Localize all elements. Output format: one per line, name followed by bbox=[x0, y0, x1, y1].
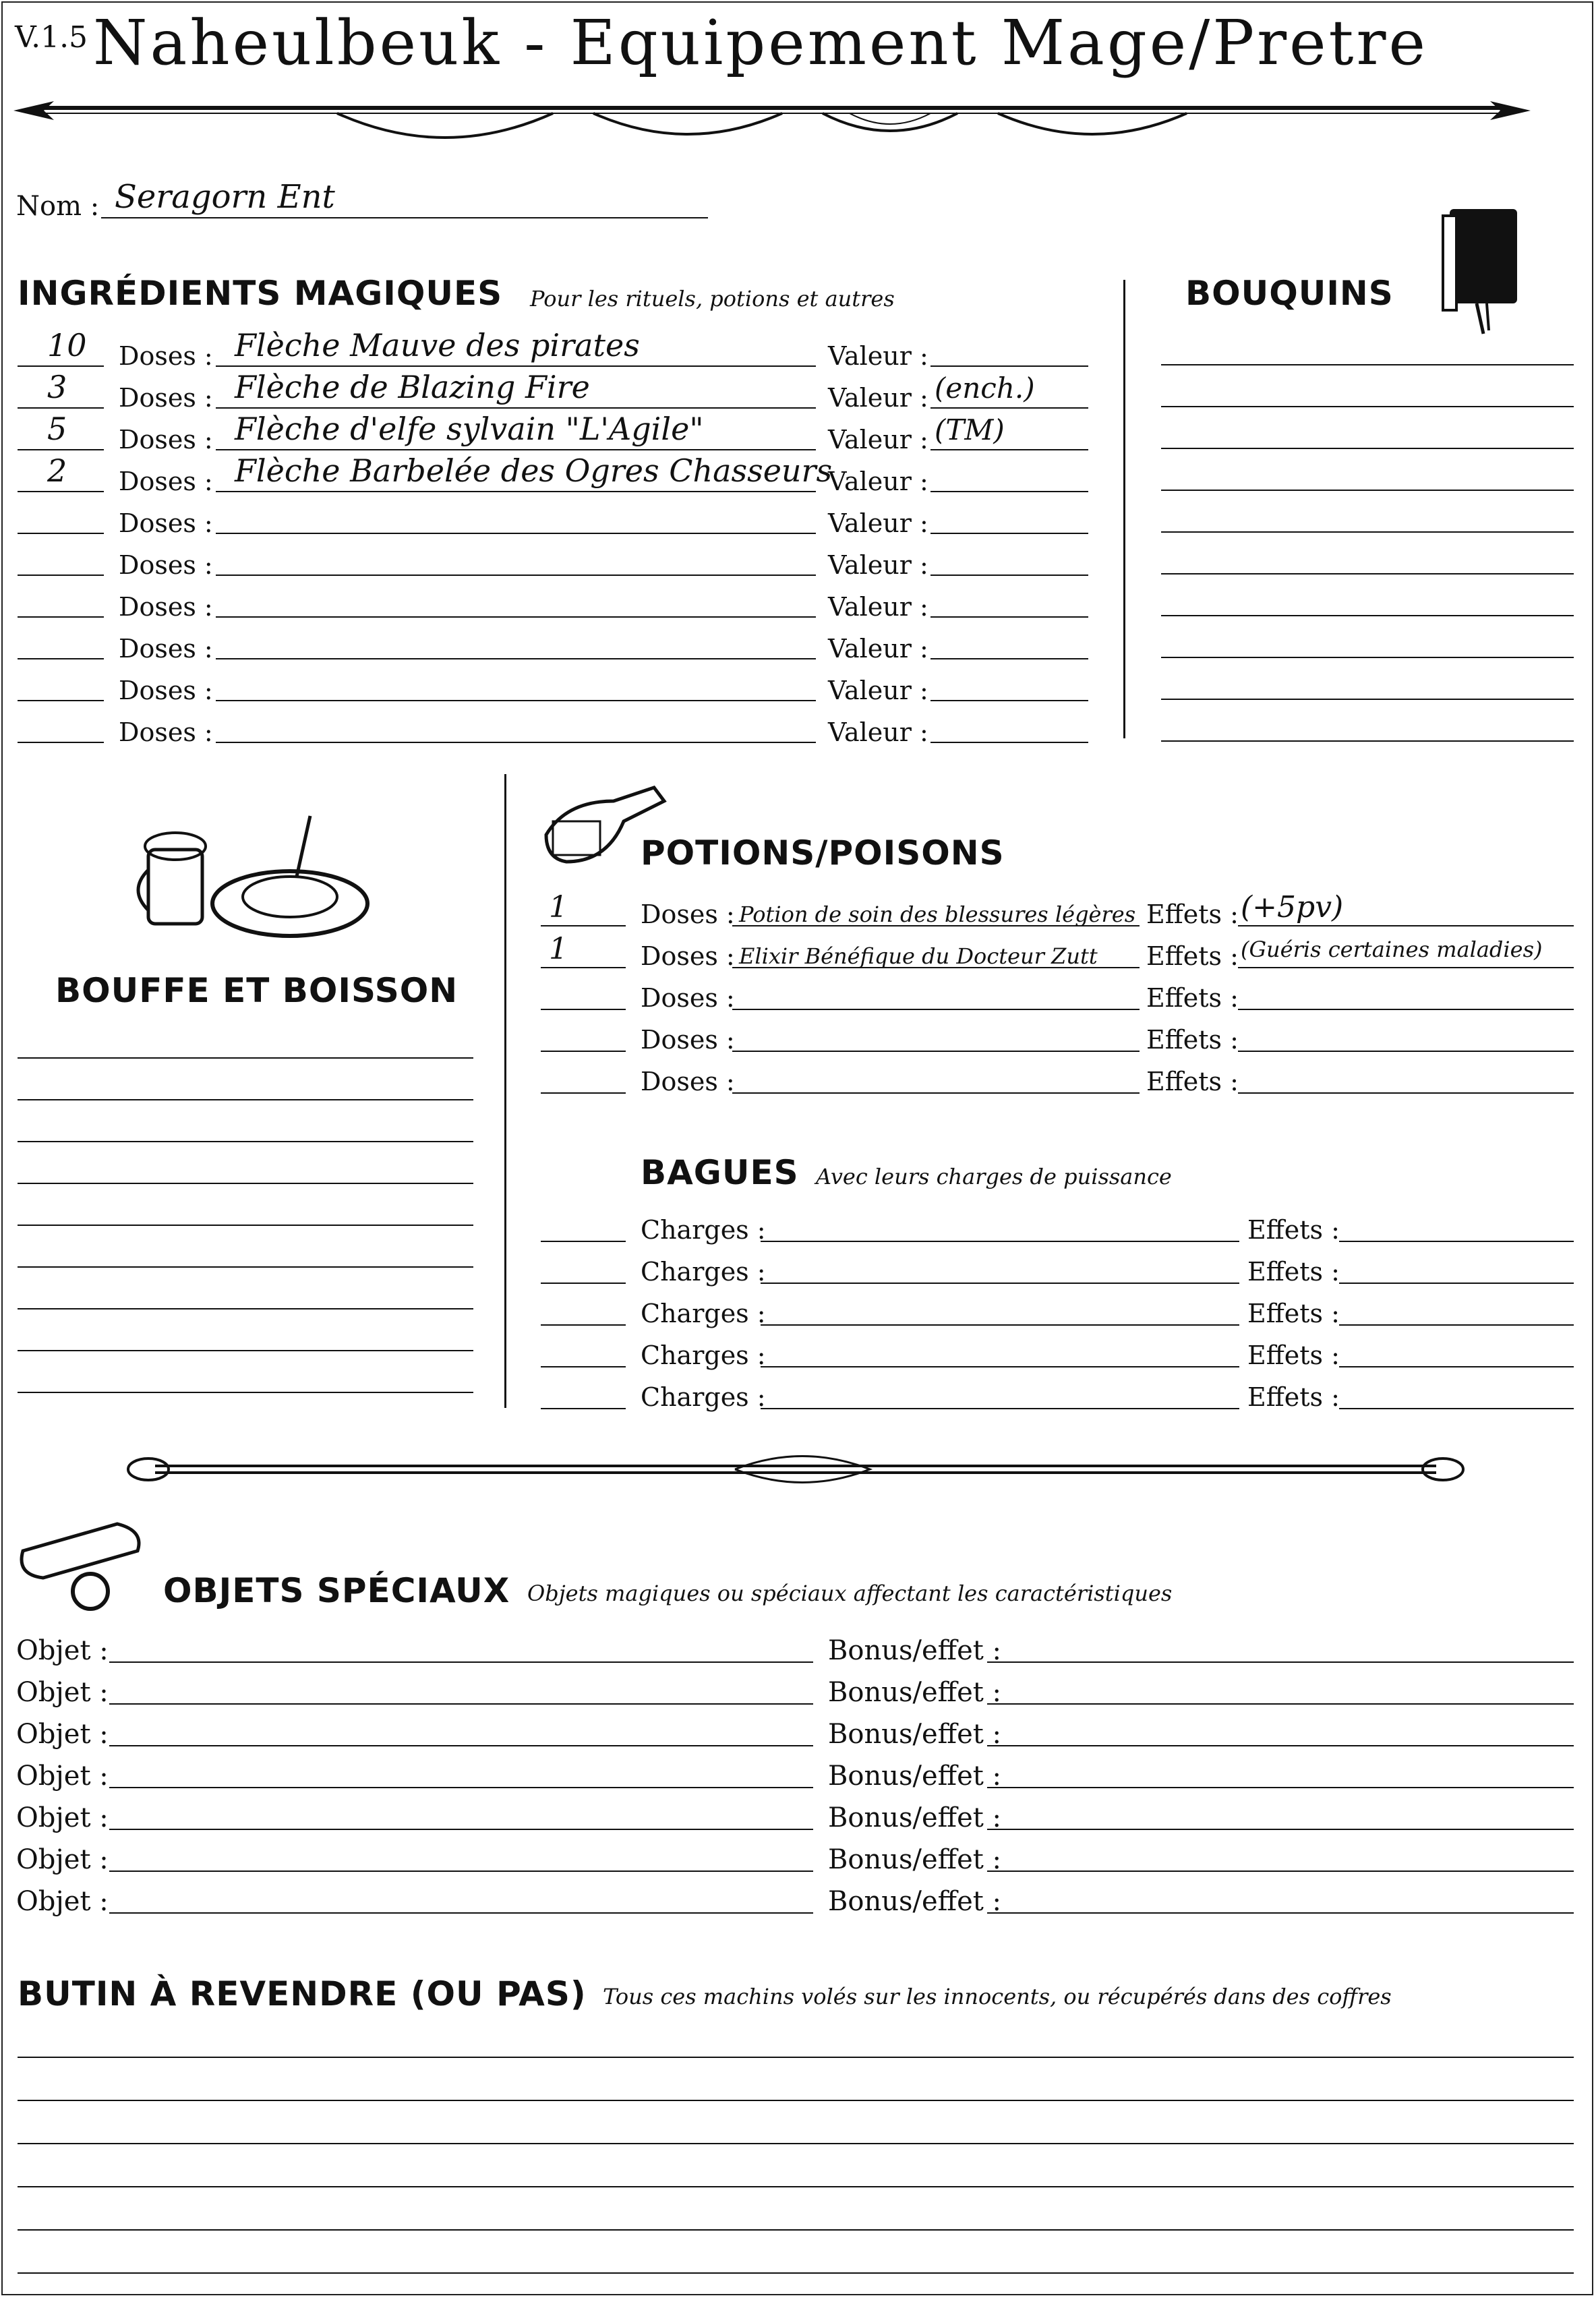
ingredient-valeur-label: Valeur : bbox=[828, 341, 928, 371]
ingredient-qty-field[interactable] bbox=[18, 365, 104, 367]
potion-doses-label: Doses : bbox=[641, 983, 735, 1013]
bague-charges-field[interactable] bbox=[761, 1408, 1239, 1409]
potion-name-field[interactable] bbox=[732, 1051, 1140, 1052]
bouquin-line[interactable] bbox=[1161, 699, 1574, 700]
bague-effets-label: Effets : bbox=[1247, 1382, 1340, 1412]
version-label: V.1.5 bbox=[15, 20, 88, 55]
bagues-subtitle: Avec leurs charges de puissance bbox=[816, 1164, 1172, 1189]
ingredient-doses-label: Doses : bbox=[119, 592, 213, 622]
bague-qty-field[interactable] bbox=[541, 1241, 626, 1242]
ingredient-doses-label: Doses : bbox=[119, 425, 213, 454]
bouffe-heading: BOUFFE ET BOISSON bbox=[55, 971, 459, 1010]
bonus-label: Bonus/effet : bbox=[828, 1844, 1002, 1875]
potion-effet-field[interactable] bbox=[1238, 925, 1574, 926]
potion-qty-field[interactable] bbox=[541, 1009, 626, 1010]
potion-doses-label: Doses : bbox=[641, 1067, 735, 1096]
objet-field[interactable] bbox=[109, 1787, 813, 1788]
potion-effets-label: Effets : bbox=[1146, 1067, 1239, 1096]
potion-qty[interactable]: 1 bbox=[549, 932, 568, 966]
potion-qty[interactable]: 1 bbox=[549, 890, 568, 924]
ingredient-name-field[interactable] bbox=[216, 491, 816, 492]
ingredient-valeur[interactable]: (ench.) bbox=[935, 372, 1035, 405]
bouquin-line[interactable] bbox=[1161, 406, 1574, 407]
ingredient-valeur-field[interactable] bbox=[930, 407, 1088, 409]
ingredient-qty-field[interactable] bbox=[18, 407, 104, 409]
potion-effet-field[interactable] bbox=[1238, 1051, 1574, 1052]
potion-effets-label: Effets : bbox=[1146, 983, 1239, 1013]
bouquin-line[interactable] bbox=[1161, 531, 1574, 533]
ingredient-valeur-label: Valeur : bbox=[828, 717, 928, 747]
ingredient-name[interactable]: Flèche Mauve des pirates bbox=[235, 327, 640, 363]
ingredient-doses-label: Doses : bbox=[119, 550, 213, 580]
objets-subtitle: Objets magiques ou spéciaux affectant les caractéristiques bbox=[527, 1581, 1173, 1606]
bague-effets-label: Effets : bbox=[1247, 1340, 1340, 1370]
bouffe-line[interactable] bbox=[18, 1141, 473, 1142]
objet-field[interactable] bbox=[109, 1745, 813, 1746]
ingredient-name-field[interactable] bbox=[216, 658, 816, 659]
bouquin-line[interactable] bbox=[1161, 615, 1574, 616]
bague-effets-label: Effets : bbox=[1247, 1257, 1340, 1287]
bonus-label: Bonus/effet : bbox=[828, 1719, 1002, 1750]
bonus-label: Bonus/effet : bbox=[828, 1635, 1002, 1666]
bague-effet-field[interactable] bbox=[1339, 1324, 1574, 1326]
ingredient-doses-label: Doses : bbox=[119, 634, 213, 664]
potion-qty-field[interactable] bbox=[541, 925, 626, 926]
potion-qty-field[interactable] bbox=[541, 1092, 626, 1094]
ingredient-name[interactable]: Flèche Barbelée des Ogres Chasseurs bbox=[235, 452, 833, 489]
bague-effet-field[interactable] bbox=[1339, 1241, 1574, 1242]
ingredient-valeur-field[interactable] bbox=[930, 700, 1088, 701]
bague-qty-field[interactable] bbox=[541, 1324, 626, 1326]
ingredient-name[interactable]: Flèche de Blazing Fire bbox=[235, 369, 590, 405]
bague-qty-field[interactable] bbox=[541, 1283, 626, 1284]
bague-effet-field[interactable] bbox=[1339, 1366, 1574, 1367]
bague-charges-label: Charges : bbox=[641, 1215, 766, 1245]
ingredient-name-field[interactable] bbox=[216, 533, 816, 534]
bague-charges-field[interactable] bbox=[761, 1241, 1239, 1242]
bouffe-line[interactable] bbox=[18, 1350, 473, 1351]
book-icon bbox=[1436, 196, 1524, 337]
page-title: Naheulbeuk - Equipement Mage/Pretre bbox=[93, 7, 1428, 79]
name-label: Nom : bbox=[16, 191, 100, 222]
bouquin-line[interactable] bbox=[1161, 740, 1574, 742]
objet-field[interactable] bbox=[109, 1661, 813, 1663]
potion-effet-field[interactable] bbox=[1238, 1009, 1574, 1010]
ingredient-valeur-field[interactable] bbox=[930, 491, 1088, 492]
bonus-label: Bonus/effet : bbox=[828, 1802, 1002, 1833]
ingredient-valeur[interactable]: (TM) bbox=[935, 413, 1005, 446]
objet-label: Objet : bbox=[16, 1802, 109, 1833]
bonus-label: Bonus/effet : bbox=[828, 1761, 1002, 1792]
bouquin-line[interactable] bbox=[1161, 657, 1574, 658]
bague-qty-field[interactable] bbox=[541, 1408, 626, 1409]
ingredient-qty-field[interactable] bbox=[18, 449, 104, 450]
bonus-field[interactable] bbox=[987, 1870, 1574, 1872]
bouffe-line[interactable] bbox=[18, 1392, 473, 1393]
ingredient-qty-field[interactable] bbox=[18, 574, 104, 576]
bague-effets-label: Effets : bbox=[1247, 1215, 1340, 1245]
objet-field[interactable] bbox=[109, 1870, 813, 1872]
bouffe-line[interactable] bbox=[18, 1308, 473, 1309]
bonus-field[interactable] bbox=[987, 1829, 1574, 1830]
potions-heading: POTIONS/POISONS bbox=[641, 833, 1005, 873]
ingredient-valeur-field[interactable] bbox=[930, 365, 1088, 367]
bouffe-line[interactable] bbox=[18, 1225, 473, 1226]
bagues-heading: BAGUES bbox=[641, 1153, 799, 1192]
potion-doses-label: Doses : bbox=[641, 900, 735, 929]
bouquins-heading: BOUQUINS bbox=[1185, 274, 1394, 313]
bouffe-separator bbox=[504, 774, 506, 1408]
bouquin-line[interactable] bbox=[1161, 448, 1574, 449]
potion-effet-field[interactable] bbox=[1238, 1092, 1574, 1094]
ingredient-qty-field[interactable] bbox=[18, 533, 104, 534]
potion-effets-label: Effets : bbox=[1146, 1025, 1239, 1055]
name-field[interactable]: Seragorn Ent bbox=[115, 178, 335, 216]
ingredient-valeur-field[interactable] bbox=[930, 742, 1088, 743]
bonus-field[interactable] bbox=[987, 1745, 1574, 1746]
bague-charges-label: Charges : bbox=[641, 1340, 766, 1370]
bonus-label: Bonus/effet : bbox=[828, 1886, 1002, 1917]
objet-label: Objet : bbox=[16, 1677, 109, 1708]
potion-name[interactable]: Elixir Bénéfique du Docteur Zutt bbox=[739, 943, 1098, 969]
ingredient-doses-label: Doses : bbox=[119, 383, 213, 413]
bouquin-line[interactable] bbox=[1161, 364, 1574, 365]
butin-line[interactable] bbox=[18, 2272, 1574, 2274]
bague-charges-field[interactable] bbox=[761, 1366, 1239, 1367]
ingredient-name-field[interactable] bbox=[216, 449, 816, 450]
bouquin-line[interactable] bbox=[1161, 490, 1574, 491]
ingredient-valeur-field[interactable] bbox=[930, 533, 1088, 534]
butin-line[interactable] bbox=[18, 2229, 1574, 2231]
ingredient-valeur-label: Valeur : bbox=[828, 508, 928, 538]
bague-charges-label: Charges : bbox=[641, 1257, 766, 1287]
bague-effet-field[interactable] bbox=[1339, 1408, 1574, 1409]
potion-name[interactable]: Potion de soin des blessures légères bbox=[739, 902, 1136, 927]
butin-line[interactable] bbox=[18, 2100, 1574, 2101]
potion-doses-label: Doses : bbox=[641, 941, 735, 971]
butin-line[interactable] bbox=[18, 2186, 1574, 2187]
potion-effets-label: Effets : bbox=[1146, 900, 1239, 929]
bague-effet-field[interactable] bbox=[1339, 1283, 1574, 1284]
ingredient-valeur-label: Valeur : bbox=[828, 550, 928, 580]
ingredient-qty-field[interactable] bbox=[18, 742, 104, 743]
bague-effets-label: Effets : bbox=[1247, 1299, 1340, 1328]
potion-name-field[interactable] bbox=[732, 1092, 1140, 1094]
ingredient-valeur-field[interactable] bbox=[930, 449, 1088, 450]
objet-label: Objet : bbox=[16, 1719, 109, 1750]
ingredient-valeur-label: Valeur : bbox=[828, 592, 928, 622]
objets-heading: OBJETS SPÉCIAUX bbox=[163, 1571, 510, 1610]
ingredient-name-field[interactable] bbox=[216, 407, 816, 409]
potion-effet[interactable]: (+5pv) bbox=[1241, 890, 1344, 924]
potion-name-field[interactable] bbox=[732, 1009, 1140, 1010]
objet-label: Objet : bbox=[16, 1635, 109, 1666]
ingredient-valeur-field[interactable] bbox=[930, 658, 1088, 659]
scroll-and-ring-icon bbox=[16, 1510, 158, 1618]
ingredient-doses-label: Doses : bbox=[119, 676, 213, 705]
ingredient-doses-label: Doses : bbox=[119, 341, 213, 371]
ingredient-valeur-label: Valeur : bbox=[828, 634, 928, 664]
ingredient-name[interactable]: Flèche d'elfe sylvain "L'Agile" bbox=[235, 411, 704, 447]
ingredient-doses-label: Doses : bbox=[119, 508, 213, 538]
potion-qty-field[interactable] bbox=[541, 1051, 626, 1052]
ingredient-name-field[interactable] bbox=[216, 700, 816, 701]
potion-effet[interactable]: (Guéris certaines maladies) bbox=[1241, 937, 1543, 962]
bonus-field[interactable] bbox=[987, 1787, 1574, 1788]
objet-field[interactable] bbox=[109, 1829, 813, 1830]
ingredient-qty[interactable]: 2 bbox=[47, 452, 67, 489]
bouquin-line[interactable] bbox=[1161, 573, 1574, 574]
ingredient-valeur-label: Valeur : bbox=[828, 676, 928, 705]
ingredient-doses-label: Doses : bbox=[119, 467, 213, 496]
bague-charges-label: Charges : bbox=[641, 1382, 766, 1412]
ingredients-heading: INGRÉDIENTS MAGIQUES bbox=[18, 274, 503, 313]
staff-divider bbox=[128, 1443, 1463, 1497]
objet-label: Objet : bbox=[16, 1844, 109, 1875]
objet-field[interactable] bbox=[109, 1912, 813, 1914]
objet-field[interactable] bbox=[109, 1703, 813, 1705]
butin-subtitle: Tous ces machins volés sur les innocents, ou récupérés dans des coffres bbox=[603, 1984, 1392, 2009]
ingredient-qty[interactable]: 5 bbox=[47, 411, 67, 447]
potion-effet-field[interactable] bbox=[1238, 967, 1574, 968]
name-underline bbox=[101, 217, 708, 218]
ingredient-qty-field[interactable] bbox=[18, 616, 104, 618]
potion-doses-label: Doses : bbox=[641, 1025, 735, 1055]
potion-effets-label: Effets : bbox=[1146, 941, 1239, 971]
bague-charges-label: Charges : bbox=[641, 1299, 766, 1328]
ingredient-qty[interactable]: 3 bbox=[47, 369, 67, 405]
bague-qty-field[interactable] bbox=[541, 1366, 626, 1367]
bague-charges-field[interactable] bbox=[761, 1324, 1239, 1326]
ingredient-name-field[interactable] bbox=[216, 365, 816, 367]
ingredient-valeur-label: Valeur : bbox=[828, 467, 928, 496]
ingredient-name-field[interactable] bbox=[216, 616, 816, 618]
bague-charges-field[interactable] bbox=[761, 1283, 1239, 1284]
bonus-field[interactable] bbox=[987, 1661, 1574, 1663]
bouquins-separator bbox=[1123, 280, 1125, 738]
butin-line[interactable] bbox=[18, 2057, 1574, 2058]
objet-label: Objet : bbox=[16, 1886, 109, 1917]
ingredient-valeur-label: Valeur : bbox=[828, 383, 928, 413]
ingredient-qty[interactable]: 10 bbox=[47, 327, 87, 363]
butin-line[interactable] bbox=[18, 2143, 1574, 2144]
ingredients-subtitle: Pour les rituels, potions et autres bbox=[530, 286, 895, 312]
butin-heading: BUTIN À REVENDRE (OU PAS) bbox=[18, 1974, 587, 2013]
bouffe-line[interactable] bbox=[18, 1183, 473, 1184]
ingredient-name-field[interactable] bbox=[216, 742, 816, 743]
ingredient-valeur-field[interactable] bbox=[930, 616, 1088, 618]
food-illustration-icon bbox=[142, 802, 371, 944]
ingredient-qty-field[interactable] bbox=[18, 658, 104, 659]
bonus-field[interactable] bbox=[987, 1703, 1574, 1705]
bouffe-line[interactable] bbox=[18, 1057, 473, 1059]
bouffe-line[interactable] bbox=[18, 1266, 473, 1268]
ingredient-qty-field[interactable] bbox=[18, 491, 104, 492]
bouffe-line[interactable] bbox=[18, 1099, 473, 1100]
ingredient-doses-label: Doses : bbox=[119, 717, 213, 747]
potion-qty-field[interactable] bbox=[541, 967, 626, 968]
spear-divider-top bbox=[13, 81, 1531, 155]
bonus-label: Bonus/effet : bbox=[828, 1677, 1002, 1708]
bonus-field[interactable] bbox=[987, 1912, 1574, 1914]
ingredient-qty-field[interactable] bbox=[18, 700, 104, 701]
ingredient-valeur-field[interactable] bbox=[930, 574, 1088, 576]
ingredient-valeur-label: Valeur : bbox=[828, 425, 928, 454]
objet-label: Objet : bbox=[16, 1761, 109, 1792]
ingredient-name-field[interactable] bbox=[216, 574, 816, 576]
